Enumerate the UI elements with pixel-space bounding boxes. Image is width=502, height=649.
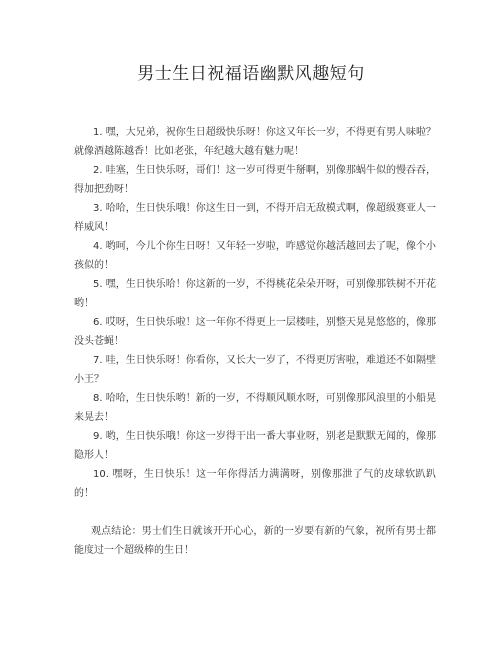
document-title: 男士生日祝福语幽默风趣短句 (137, 64, 365, 84)
list-item: 1. 嘿，大兄弟，祝你生日超级快乐呀！你这又年长一岁，不得更有男人味啦？就像酒越陈越香！比如老张，年纪越大越有魅力呢！ (74, 127, 436, 157)
conclusion-paragraph: 观点结论：男士们生日就该开开心心，新的一岁要有新的气象，祝所有男士都能度过一个超级棒的生日！ (74, 526, 436, 556)
list-item: 9. 哟，生日快乐哦！你这一岁得干出一番大事业呀，别老是默默无闻的，像那隐形人！ (74, 431, 436, 461)
list-item: 10. 嘿呀，生日快乐！这一年你得活力满满呀，别像那泄了气的皮球软趴趴的！ (74, 469, 436, 499)
list-item: 3. 哈哈，生日快乐哦！你这生日一到，不得开启无敌模式啊，像超级赛亚人一样威风！ (74, 203, 436, 233)
list-item: 7. 哇，生日快乐呀！你看你，又长大一岁了，不得更厉害啦，难道还不如隔壁小王？ (74, 355, 436, 385)
list-item: 4. 哟呵，今儿个你生日呀！又年轻一岁啦，咋感觉你越活越回去了呢，像个小孩似的！ (74, 241, 436, 271)
document-body (74, 123, 436, 570)
list-item: 6. 哎呀，生日快乐啦！这一年你不得更上一层楼哇，别整天晃晃悠悠的，像那没头苍蝇！ (74, 317, 436, 347)
list-item: 8. 哈哈，生日快乐哟！新的一岁，不得顺风顺水呀，可别像那风浪里的小船晃来晃去！ (74, 393, 436, 423)
list-item: 5. 嘿，生日快乐哈！你这新的一岁，不得桃花朵朵开呀，可别像那铁树不开花哟！ (74, 279, 436, 309)
list-item: 2. 哇塞，生日快乐呀，哥们！这一岁可得更牛掰啊，别像那蜗牛似的慢吞吞，得加把劲呀！ (74, 165, 436, 195)
